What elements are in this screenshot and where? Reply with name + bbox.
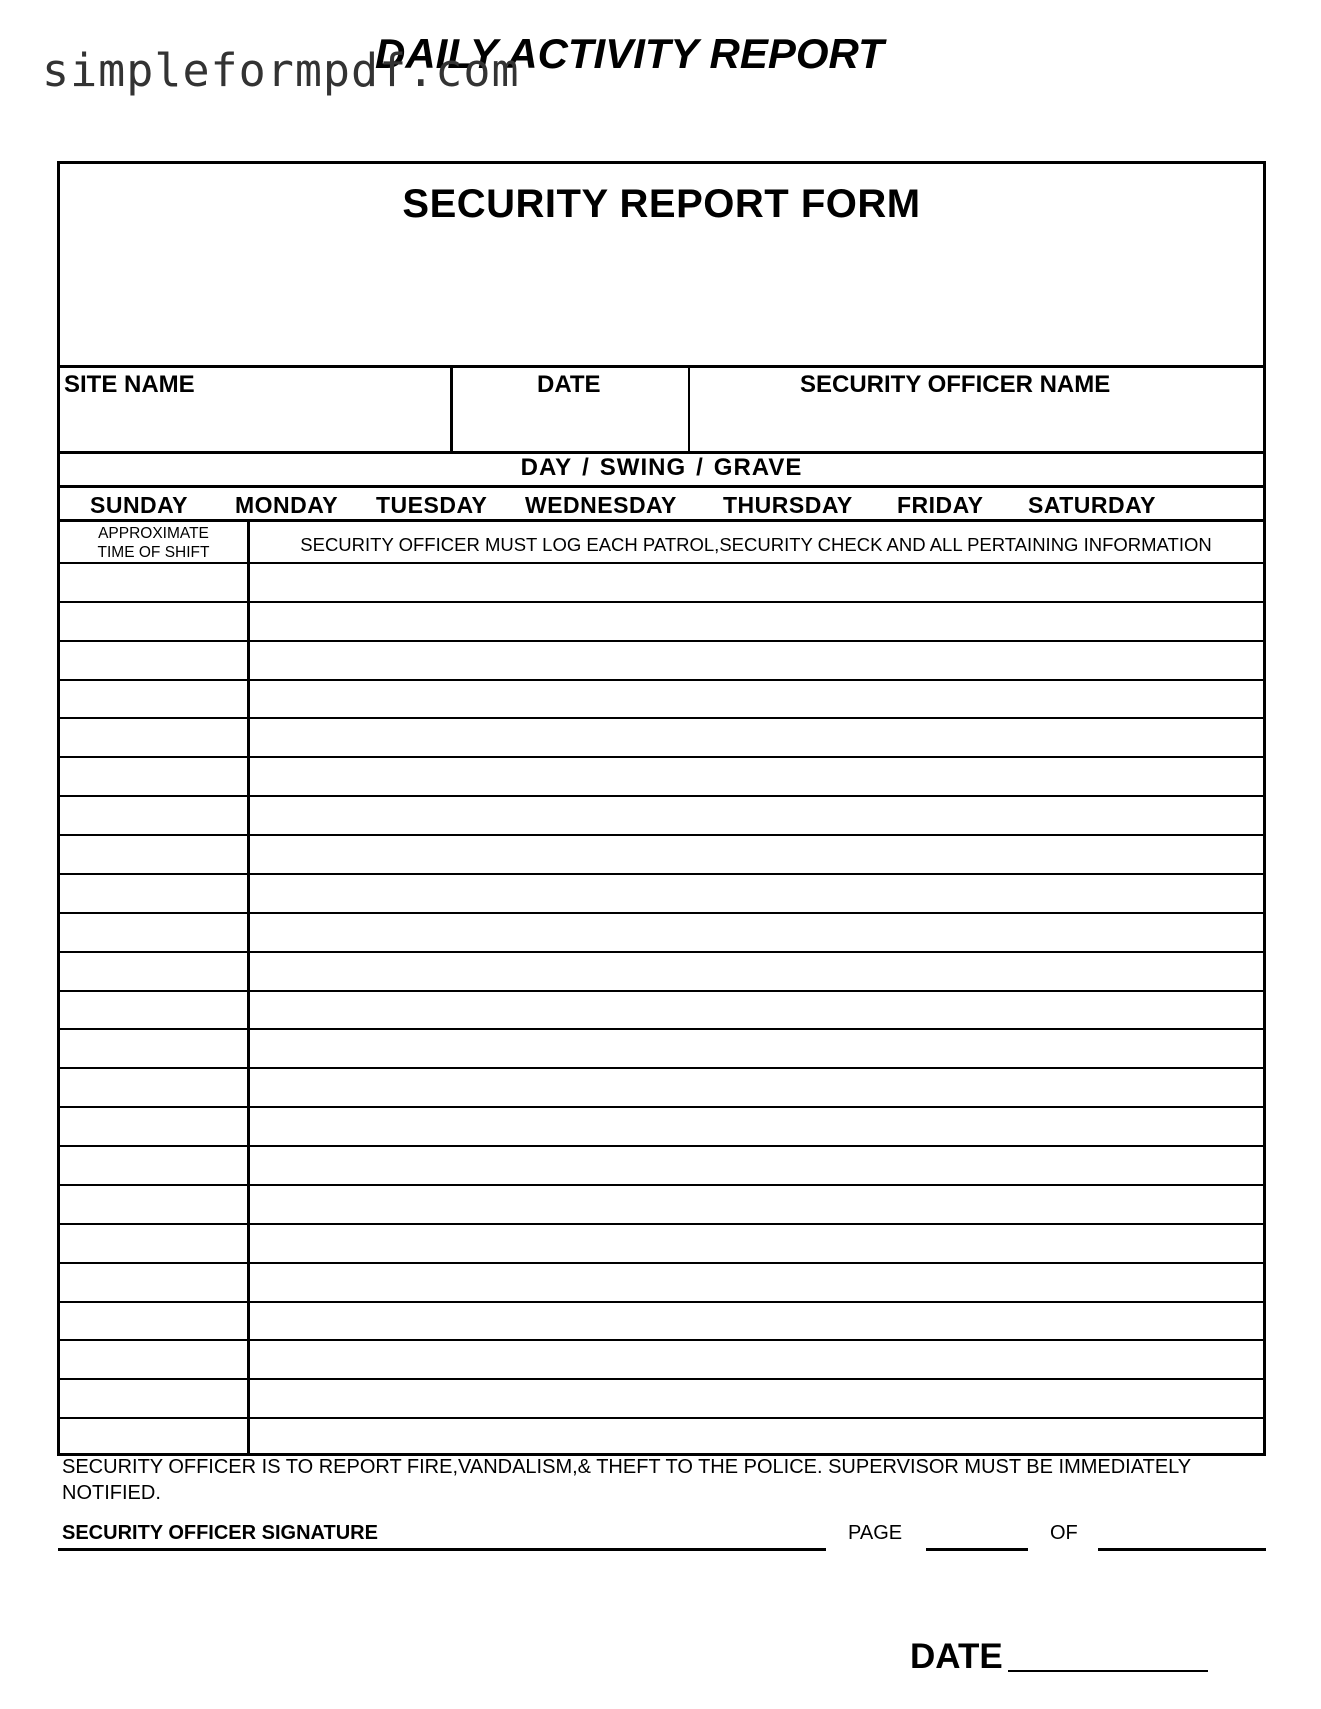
log-entry-cell[interactable] xyxy=(251,1108,1263,1145)
day-thursday[interactable]: THURSDAY xyxy=(723,492,853,518)
table-row xyxy=(60,912,1263,951)
log-entry-cell[interactable] xyxy=(251,914,1263,951)
day-saturday[interactable]: SATURDAY xyxy=(1028,492,1156,518)
time-cell[interactable] xyxy=(60,836,246,873)
table-row xyxy=(60,1145,1263,1184)
date-label: DATE xyxy=(537,371,601,398)
table-row xyxy=(60,795,1263,834)
time-cell[interactable] xyxy=(60,758,246,795)
day-sunday[interactable]: SUNDAY xyxy=(90,492,189,518)
time-cell[interactable] xyxy=(60,642,246,679)
day-wednesday[interactable]: WEDNESDAY xyxy=(525,492,677,518)
time-cell[interactable] xyxy=(60,992,246,1029)
time-cell[interactable] xyxy=(60,603,246,640)
time-cell[interactable] xyxy=(60,1186,246,1223)
time-cell[interactable] xyxy=(60,1341,246,1378)
time-cell[interactable] xyxy=(60,875,246,912)
log-entry-cell[interactable] xyxy=(251,1186,1263,1223)
shift-options: DAY / SWING / GRAVE xyxy=(520,454,803,481)
log-entry-cell[interactable] xyxy=(251,603,1263,640)
time-cell[interactable] xyxy=(60,1225,246,1262)
table-row xyxy=(60,1262,1263,1301)
time-cell[interactable] xyxy=(60,1108,246,1145)
officer-name-label: SECURITY OFFICER NAME xyxy=(800,371,1111,398)
log-entry-cell[interactable] xyxy=(251,1225,1263,1262)
log-entry-cell[interactable] xyxy=(251,992,1263,1029)
shift-swing[interactable]: SWING xyxy=(599,454,687,481)
table-row xyxy=(60,1339,1263,1378)
log-entry-cell[interactable] xyxy=(251,1341,1263,1378)
table-row xyxy=(60,951,1263,990)
shift-grave[interactable]: GRAVE xyxy=(713,454,803,481)
time-cell[interactable] xyxy=(60,1069,246,1106)
divider xyxy=(60,485,1263,488)
log-entry-cell[interactable] xyxy=(251,1380,1263,1417)
day-monday[interactable]: MONDAY xyxy=(235,492,339,518)
time-cell[interactable] xyxy=(60,719,246,756)
log-entry-cell[interactable] xyxy=(251,1419,1263,1456)
time-cell[interactable] xyxy=(60,914,246,951)
time-cell[interactable] xyxy=(60,564,246,601)
table-row xyxy=(60,1417,1263,1456)
bottom-date-field[interactable] xyxy=(1008,1670,1208,1672)
time-cell[interactable] xyxy=(60,1264,246,1301)
log-entry-cell[interactable] xyxy=(251,719,1263,756)
table-row xyxy=(60,1106,1263,1145)
log-entry-cell[interactable] xyxy=(251,564,1263,601)
time-cell[interactable] xyxy=(60,1147,246,1184)
time-cell[interactable] xyxy=(60,1419,246,1456)
shift-day[interactable]: DAY xyxy=(520,454,573,481)
divider xyxy=(688,365,690,451)
table-row xyxy=(60,1184,1263,1223)
day-friday[interactable]: FRIDAY xyxy=(897,492,984,518)
table-row xyxy=(60,1378,1263,1417)
signature-label: SECURITY OFFICER SIGNATURE xyxy=(62,1522,378,1544)
time-cell[interactable] xyxy=(60,953,246,990)
time-cell[interactable] xyxy=(60,1303,246,1340)
bottom-date-label: DATE xyxy=(910,1637,1003,1676)
divider xyxy=(60,519,1263,522)
page-number-field[interactable] xyxy=(926,1548,1028,1551)
table-row xyxy=(60,640,1263,679)
divider xyxy=(60,365,1263,368)
form-title: SECURITY REPORT FORM xyxy=(402,182,921,226)
log-entry-cell[interactable] xyxy=(251,1264,1263,1301)
table-row xyxy=(60,1223,1263,1262)
table-row xyxy=(60,679,1263,718)
table-row xyxy=(60,1067,1263,1106)
log-instructions-header: SECURITY OFFICER MUST LOG EACH PATROL,SECURITY CHECK AND ALL PERTAINING INFORMATION xyxy=(300,534,1212,555)
table-row xyxy=(60,756,1263,795)
date-field[interactable] xyxy=(456,402,684,447)
time-cell[interactable] xyxy=(60,1380,246,1417)
site-name-field[interactable] xyxy=(64,402,444,447)
log-entry-cell[interactable] xyxy=(251,836,1263,873)
day-tuesday[interactable]: TUESDAY xyxy=(376,492,488,518)
document-title: DAILY ACTIVITY REPORT xyxy=(375,30,884,77)
time-cell[interactable] xyxy=(60,797,246,834)
log-entry-cell[interactable] xyxy=(251,681,1263,718)
log-entry-cell[interactable] xyxy=(251,797,1263,834)
signature-line[interactable] xyxy=(58,1548,826,1551)
log-entry-cell[interactable] xyxy=(251,1030,1263,1067)
table-row xyxy=(60,717,1263,756)
log-entry-cell[interactable] xyxy=(251,758,1263,795)
log-entry-cell[interactable] xyxy=(251,875,1263,912)
of-label: OF xyxy=(1050,1522,1078,1544)
time-of-shift-header: APPROXIMATE TIME OF SHIFT xyxy=(97,525,210,561)
log-entry-cell[interactable] xyxy=(251,642,1263,679)
divider xyxy=(450,365,453,451)
log-entry-cell[interactable] xyxy=(251,1069,1263,1106)
log-entry-cell[interactable] xyxy=(251,1303,1263,1340)
site-name-label: SITE NAME xyxy=(64,371,195,398)
table-row xyxy=(60,990,1263,1029)
police-notice: SECURITY OFFICER IS TO REPORT FIRE,VANDALISM,& THEFT TO THE POLICE. SUPERVISOR MUST BE IMMEDIATELY NOTIFIED. xyxy=(62,1456,1191,1504)
page-label: PAGE xyxy=(848,1522,903,1544)
table-row xyxy=(60,562,1263,601)
security-report-form xyxy=(57,161,1266,1456)
officer-name-field[interactable] xyxy=(694,402,1262,447)
watermark: simpleformpdf.com xyxy=(42,44,520,97)
table-row xyxy=(60,601,1263,640)
table-row xyxy=(60,873,1263,912)
time-cell[interactable] xyxy=(60,1030,246,1067)
table-row xyxy=(60,1301,1263,1340)
table-row xyxy=(60,1028,1263,1067)
page-total-field[interactable] xyxy=(1098,1548,1266,1551)
log-entry-cell[interactable] xyxy=(251,953,1263,990)
table-row xyxy=(60,834,1263,873)
log-entry-cell[interactable] xyxy=(251,1147,1263,1184)
time-cell[interactable] xyxy=(60,681,246,718)
